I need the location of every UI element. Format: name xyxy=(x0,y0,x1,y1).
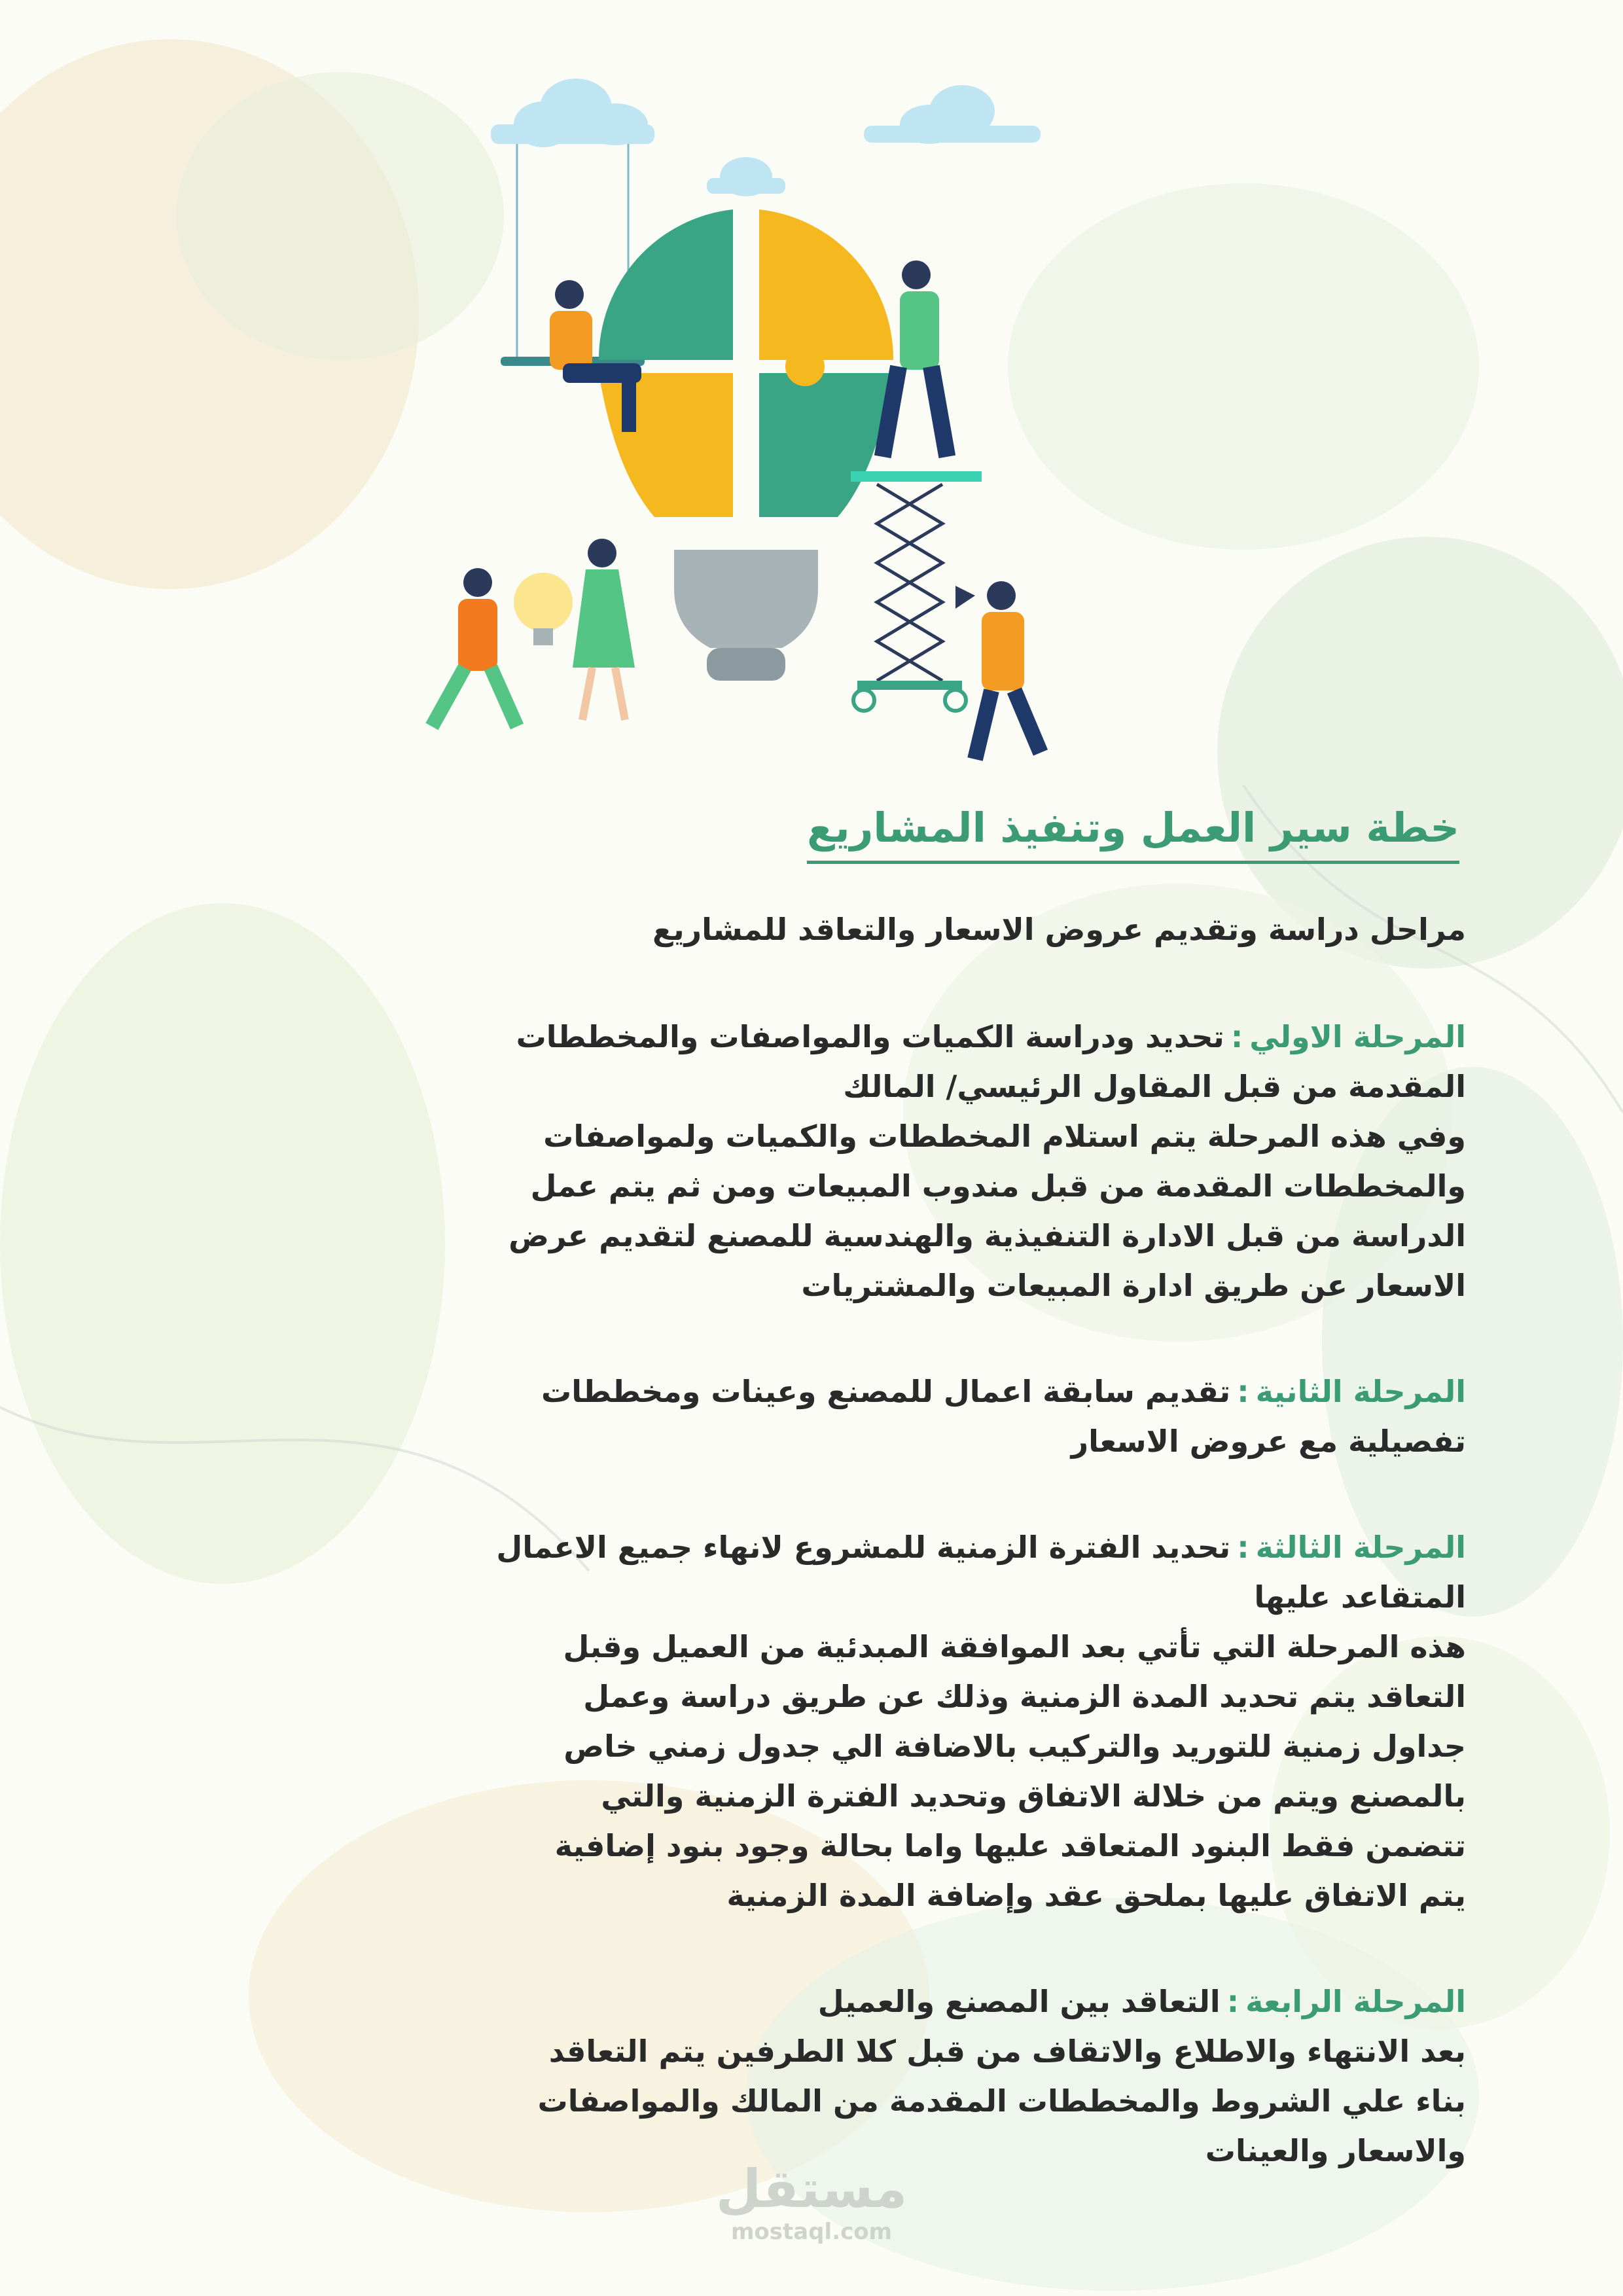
watermark-arabic: مستقل xyxy=(715,2159,908,2219)
body-line: جداول زمنية للتوريد والتركيب بالاضافة الي جدول زمني خاص xyxy=(563,1729,1466,1764)
person-with-megaphone-icon xyxy=(955,581,1041,759)
intro-heading: مراحل دراسة وتقديم عروض الاسعار والتعاقد للمشاريع xyxy=(652,912,1466,947)
phase-separator: : xyxy=(1237,1374,1249,1409)
body-line: والمخططات المقدمة من قبل مندوب المبيعات ومن ثم يتم عمل xyxy=(530,1168,1466,1204)
phase-label: المرحلة الثالثة xyxy=(1255,1530,1466,1565)
page-title: خطة سير العمل وتنفيذ المشاريع xyxy=(807,804,1459,864)
body-line: بعد الانتهاء والاطلاع والاتقاف من قبل كلا الطرفين يتم التعاقد xyxy=(548,2034,1466,2069)
phase-title-continued: تفصيلية مع عروض الاسعار xyxy=(1071,1424,1466,1459)
phase-heading xyxy=(144,1522,1466,1572)
body-line: بالمصنع ويتم من خلالة الاتفاق وتحديد الفترة الزمنية والتي xyxy=(601,1778,1466,1814)
phase-title-continued: المتقاعد عليها xyxy=(1254,1579,1466,1615)
body-line: وفي هذه المرحلة يتم استلام المخططات والكميات ولمواصفات xyxy=(543,1119,1466,1154)
puzzle-lightbulb-illustration xyxy=(419,79,1270,785)
mostaql-watermark xyxy=(694,2160,929,2245)
phase-label: المرحلة الثانية xyxy=(1255,1374,1466,1409)
body-line: تتضمن فقط البنود المتعاقد عليها واما بحالة وجود بنود إضافية xyxy=(554,1828,1466,1863)
body-line: والاسعار والعينات xyxy=(1205,2133,1466,2168)
phase-3 xyxy=(144,1522,1466,1920)
phase-title: تحديد ودراسة الكميات والمواصفات والمخططات xyxy=(516,1019,1224,1054)
cloud-icon xyxy=(707,157,785,196)
phase-4 xyxy=(144,1977,1466,2176)
phase-label: المرحلة الاولي xyxy=(1249,1019,1466,1054)
phase-title: تحديد الفترة الزمنية للمشروع لانهاء جميع الاعمال xyxy=(496,1530,1231,1565)
watermark-url: mostaql.com xyxy=(730,2219,893,2245)
phase-label: المرحلة الرابعة xyxy=(1245,1984,1466,2019)
phase-1 xyxy=(144,1012,1466,1310)
woman-icon xyxy=(573,539,635,720)
body-line: هذه المرحلة التي تأتي بعد الموافقة المبدئية من العميل وقبل xyxy=(563,1629,1466,1664)
body-line: التعاقد يتم تحديد المدة الزمنية وذلك عن طريق دراسة وعمل xyxy=(583,1679,1466,1714)
phase-title-continued: المقدمة من قبل المقاول الرئيسي/ المالك xyxy=(843,1069,1466,1104)
phase-separator: : xyxy=(1237,1530,1249,1565)
person-with-bulb-icon xyxy=(432,568,573,726)
document-body xyxy=(144,903,1466,2232)
phase-heading xyxy=(144,1367,1466,1416)
phase-title: تقديم سابقة اعمال للمصنع وعينات ومخططات xyxy=(541,1374,1231,1409)
body-line: بناء علي الشروط والمخططات المقدمة من المالك والمواصفات xyxy=(537,2083,1466,2119)
phase-heading xyxy=(144,1977,1466,2026)
body-line: الاسعار عن طريق ادارة المبيعات والمشتريات xyxy=(801,1268,1466,1303)
body-line: الدراسة من قبل الادارة التنفيذية والهندسية للمصنع لتقديم عرض xyxy=(508,1218,1466,1253)
phase-heading xyxy=(144,1012,1466,1062)
phase-2 xyxy=(144,1367,1466,1466)
phase-separator: : xyxy=(1230,1019,1243,1054)
phase-separator: : xyxy=(1226,1984,1240,2019)
phase-title: التعاقد بين المصنع والعميل xyxy=(817,1984,1221,2019)
cloud-icon xyxy=(864,85,1041,144)
cloud-icon xyxy=(491,79,654,147)
body-line: يتم الاتفاق عليها بملحق عقد وإضافة المدة الزمنية xyxy=(726,1878,1466,1913)
